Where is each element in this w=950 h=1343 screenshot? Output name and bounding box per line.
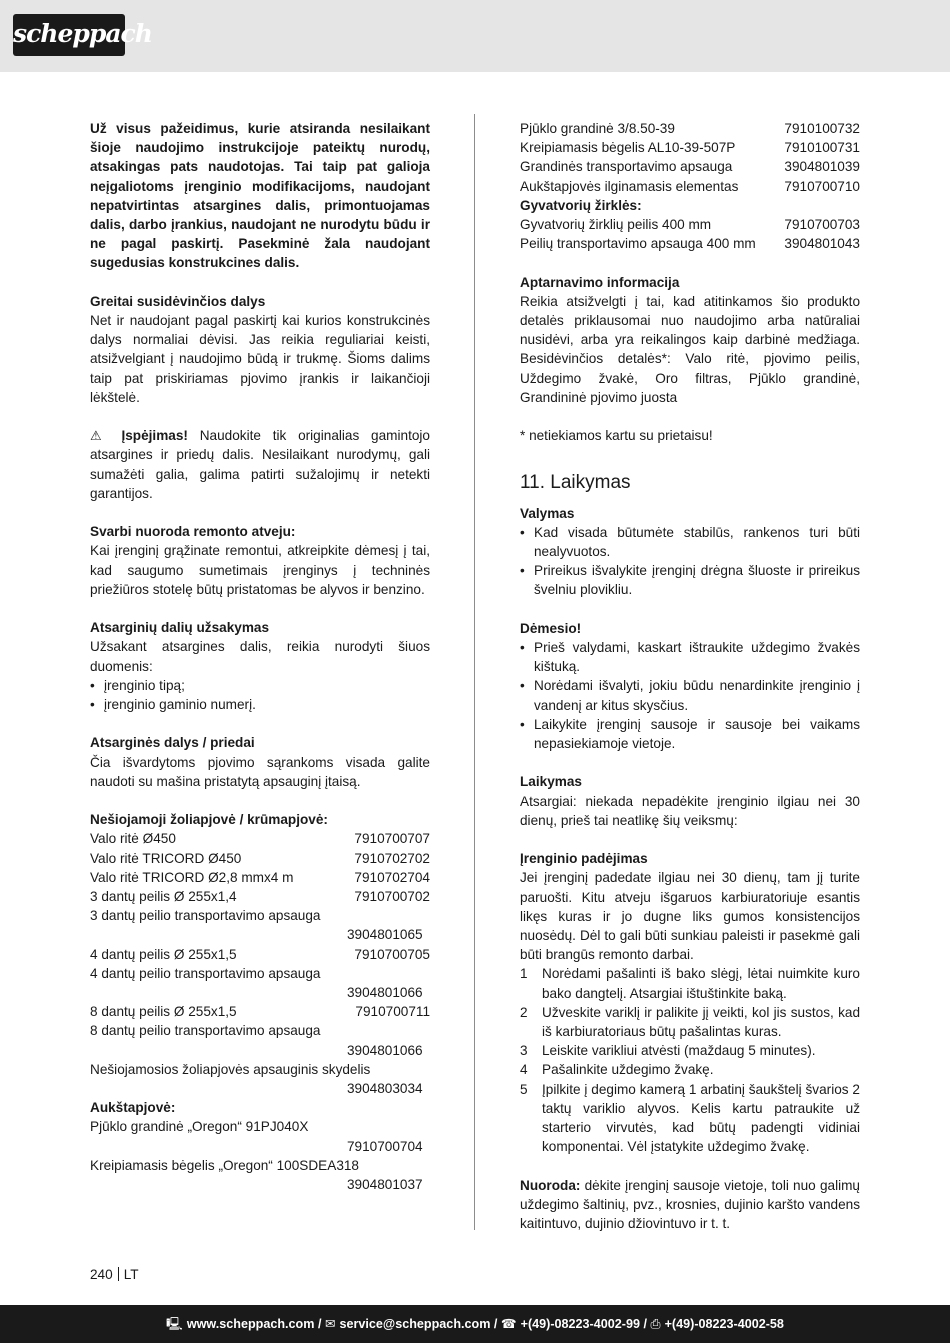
spares-text: Čia išvardytoms pjovimo sąrankoms visada galite naudoti su mašina pristatytą apsauginį įtaisą.: [90, 754, 430, 789]
note-label: Nuoroda:: [520, 1177, 581, 1193]
computer-icon: 🖳: [166, 1317, 183, 1331]
part-row: 8 dantų peilio transportavimo apsauga 3904801066: [90, 1023, 423, 1058]
step-item: 4 Pašalinkite uždegimo žvakę.: [520, 1062, 714, 1078]
attention-heading: Dėmesio!: [520, 620, 582, 636]
part-row: Peilių transportavimo apsauga 400 mm 3904801043: [520, 236, 860, 252]
cleaning-heading: Valymas: [520, 505, 575, 521]
hedge-heading: Gyvatvorių žirklės:: [520, 197, 642, 213]
list-item: • įrenginio gaminio numerį.: [90, 697, 256, 713]
storage-heading: Laikymas: [520, 774, 582, 790]
repair-text: Kai įrenginį grąžinate remontui, atkreipkite dėmesį į tai, kad saugumo sumetimais įrenginys į techninės priežiūros stotelę būtų pristatomas be alyvos ir benzino.: [90, 543, 430, 597]
fax-number: +(49)-08223-4002-58: [664, 1317, 784, 1331]
scheppach-logo: scheppach: [13, 14, 125, 56]
storage-text: Atsargiai: niekada nepadėkite įrenginio ilgiau nei 30 dienų, prieš tai neatlikę šių veiksmų:: [520, 793, 860, 828]
part-row: 3 dantų peilio transportavimo apsauga 3904801065: [90, 908, 423, 943]
page-number: 240 LT: [90, 1267, 139, 1282]
putaway-text: Jei įrenginį padedate ilgiau nei 30 dienų, tam jį turite paruošti. Kitu atveju išgaruos karbiuratoriuje esantis likęs kuras ir jo dugne liks gumos konsistencijos nuosėdų. Dėl to gali būti sunkiau paleisti ir pasekmė gali būti brangūs remonto darbai.: [520, 870, 860, 963]
list-item: • Kad visada būtumėte stabilūs, rankenos turi būti nealyvuotos.: [520, 524, 860, 560]
part-row: Kreipiamasis bėgelis „Oregon“ 100SDEA318 3904801037: [90, 1157, 423, 1193]
step-item: 2 Užveskite variklį ir palikite jį veikti, kol jis sustos, kad iš karbiuratoriaus būtų pašalintas kuras.: [520, 1004, 860, 1040]
pole-heading: Aukštapjovė:: [90, 1100, 176, 1116]
part-row: Pjūklo grandinė 3/8.50-39 7910100732: [520, 121, 860, 136]
list-item: • Norėdami išvalyti, jokiu būdu nenardinkite įrenginio į vandenį ar kitus skysčius.: [520, 678, 860, 713]
part-row: Valo ritė TRICORD Ø2,8 mmx4 m 7910702704: [90, 869, 430, 885]
part-row: Grandinės transportavimo apsauga 3904801039: [520, 159, 860, 175]
putaway-heading: Įrenginio padėjimas: [520, 851, 648, 867]
part-row: Aukštapjovės ilginamasis elementas 7910700710: [520, 178, 860, 194]
part-row: 4 dantų peilis Ø 255x1,5 7910700705: [90, 946, 430, 962]
step-item: 5 Įpilkite į degimo kamerą 1 arbatinį šaukštelį švarios 2 taktų variklio alyvos. Kelis kartu patraukite už starterio virvutės, kad būtų padengti vidiniai komponentai. Vėl įstatykite uždegimo žvakę.: [520, 1081, 860, 1155]
part-row: 4 dantų peilio transportavimo apsauga 3904801066: [90, 965, 423, 1001]
list-item: • Laikykite įrenginį sausoje ir sausoje bei vaikams nepasiekiamoje vietoje.: [520, 716, 860, 752]
list-item: • įrenginio tipą;: [90, 677, 185, 693]
part-row: Valo ritė Ø450 7910700707: [90, 831, 430, 847]
fax-icon: ⎙: [650, 1317, 661, 1331]
left-column: [90, 119, 430, 1194]
email-link[interactable]: service@scheppach.com: [339, 1317, 491, 1331]
part-row: Pjūklo grandinė „Oregon“ 91PJ040X 7910700704: [90, 1119, 423, 1154]
right-column: [520, 119, 860, 1233]
wear-parts-heading: Greitai susidėvinčios dalys: [90, 293, 266, 309]
liability-intro: Už visus pažeidimus, kurie atsiranda nesilaikant šioje naudojimo instrukcijoje pateiktų nurodų, atsakingas pats naudotojas. Tai taip pat galioja neįgaliotoms įrenginio modifikacijoms, naudojant nepatvirtintas atsargines dalis, primontuojamas dalis, darbo įrankius, naudojant ne nurodytu būdu ir ne pagal paskirtį. Pasekminė žala naudojant sugedusias konstrukcines dalis.: [90, 121, 430, 271]
part-row: Nešiojamosios žoliapjovės apsauginis skydelis 3904803034: [90, 1061, 423, 1097]
header-bar: [0, 0, 950, 72]
email-icon: ✉: [324, 1317, 336, 1331]
order-text: Užsakant atsargines dalis, reikia nurodyti šiuos duomenis:: [90, 639, 430, 674]
warning-triangle-icon: ⚠: [90, 428, 110, 444]
note-paragraph: [520, 1176, 860, 1234]
part-row: Gyvatvorių žirklių peilis 400 mm 7910700703: [520, 217, 860, 233]
warning-label: Įspėjimas!: [121, 428, 188, 444]
wear-parts-text: Net ir naudojant pagal paskirtį kai kurios konstrukcinės dalys normaliai dėvisi. Jas reikia reguliariai keisti, atsižvelgiant į naudojimo būdą ir trukmę. Šioms dalims taip pat priskiriamas pjovimo įrankis ir laikančioji lėkštelė.: [90, 313, 430, 405]
part-row: Kreipiamasis bėgelis AL10-39-507P 7910100731: [520, 140, 860, 156]
footnote: * netiekiamos kartu su prietaisu!: [520, 428, 713, 444]
spares-heading: Atsarginės dalys / priedai: [90, 735, 255, 751]
service-text: Reikia atsižvelgti į tai, kad atitinkamos šio produkto detalės priklausomai nuo naudojimo arba natūraliai nusidėvi, arba yra reikalingos kaip darbinė medžiaga. Besidėvinčios detalės*: Valo ritė, pjovimo peilis, Uždegimo žvakė, Oro filtras, Pjūklo grandinė, Grandininė pjovimo juosta: [520, 293, 860, 405]
order-heading: Atsarginių dalių užsakymas: [90, 620, 270, 636]
service-heading: Aptarnavimo informacija: [520, 274, 680, 290]
list-item: • Prieš valydami, kaskart ištraukite uždegimo žvakės kištuką.: [520, 640, 860, 675]
part-row: 3 dantų peilis Ø 255x1,4 7910700702: [90, 889, 430, 905]
contact-footer: 🖳 www.scheppach.com / ✉ service@scheppach.com / ☎ +(49)-08223-4002-99 / ⎙ +(49)-08223-4002-58: [0, 1305, 950, 1343]
portable-heading: Nešiojamoji žoliapjovė / krūmapjovė:: [90, 812, 328, 828]
section-title: 11. Laikymas: [520, 471, 631, 493]
part-row: 8 dantų peilis Ø 255x1,5 7910700711: [90, 1004, 430, 1020]
phone-number: +(49)-08223-4002-99: [520, 1317, 640, 1331]
warning-text: Naudokite tik originalias gamintojo atsargines ir priedų dalis. Nesilaikant nurodymų, gali sumažėti galia, galima patirti sužalojimų ir netekti garantijos.: [90, 428, 430, 501]
column-divider: [474, 114, 475, 1230]
part-row: Valo ritė TRICORD Ø450 7910702702: [90, 850, 430, 866]
website-link[interactable]: www.scheppach.com: [186, 1317, 315, 1331]
step-item: 3 Leiskite varikliui atvėsti (maždaug 5 minutes).: [520, 1043, 816, 1059]
warning-paragraph: [90, 426, 430, 503]
note-text: dėkite įrenginį sausoje vietoje, toli nuo galimų uždegimo šaltinių, pvz., krosnies, dujinio karšto vandens kaitintuvo, dujinio džiovintuvo ir t. t.: [520, 1177, 860, 1232]
phone-icon: ☎: [500, 1317, 517, 1331]
list-item: • Prireikus išvalykite įrenginį drėgna šluoste ir prireikus švelniu plovikliu.: [520, 563, 860, 598]
repair-heading: Svarbi nuoroda remonto atveju:: [90, 524, 296, 540]
step-item: 1 Norėdami pašalinti iš bako slėgį, lėtai nuimkite kuro bako dangtelį. Atsargiai ištuštinkite baką.: [520, 966, 860, 1001]
